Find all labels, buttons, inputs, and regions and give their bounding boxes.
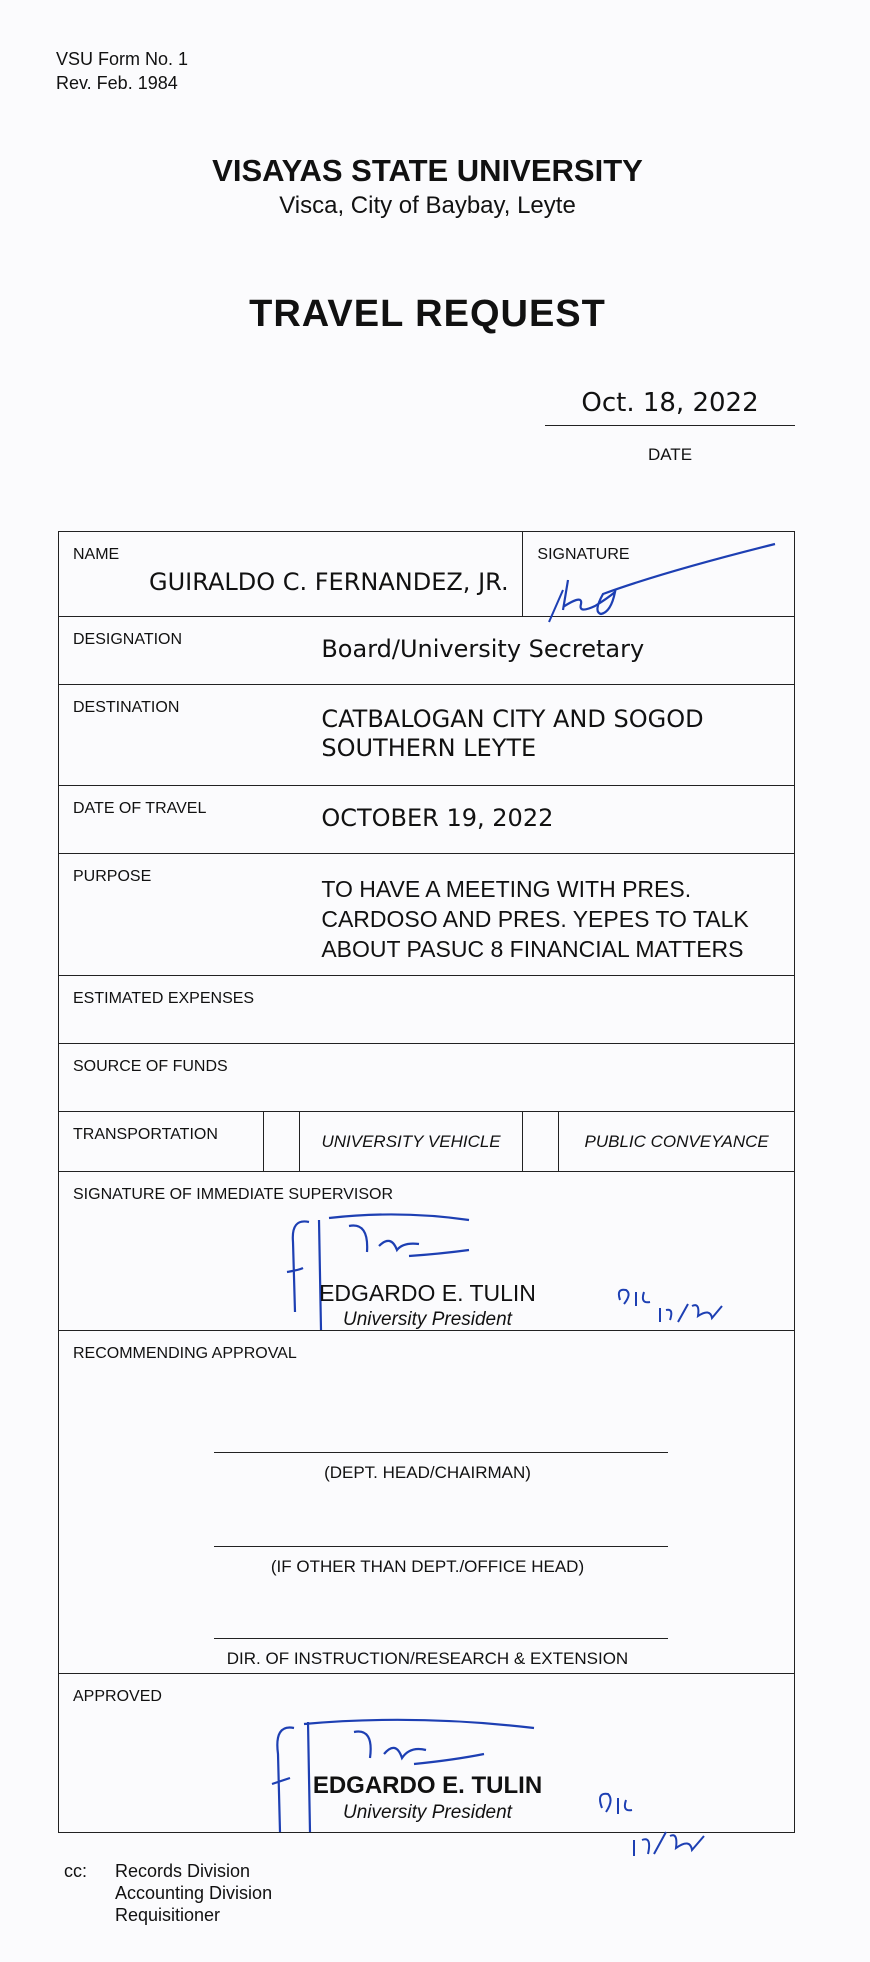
travel-request-table	[58, 531, 795, 1833]
destination-value-cell	[263, 685, 794, 786]
other-head-caption: (IF OTHER THAN DEPT./OFFICE HEAD)	[270, 1557, 585, 1576]
destination-line-1: CATBALOGAN CITY AND SOGOD	[321, 705, 704, 733]
source-of-funds-label: SOURCE OF FUNDS	[73, 1058, 228, 1075]
public-conveyance-checkbox[interactable]	[523, 1112, 559, 1172]
destination-line-2: SOUTHERN LEYTE	[321, 734, 537, 762]
request-date-value: Oct. 18, 2022	[581, 388, 759, 418]
approved-cell	[59, 1674, 795, 1833]
cc-label: cc:	[64, 1861, 88, 1881]
director-caption: DIR. OF INSTRUCTION/RESEARCH & EXTENSION	[226, 1649, 629, 1668]
designation-label-cell	[59, 617, 264, 685]
estimated-expenses-label: ESTIMATED EXPENSES	[73, 990, 255, 1007]
form-revision: Rev. Feb. 1984	[56, 73, 178, 93]
supervisor-name: EDGARDO E. TULIN	[319, 1280, 536, 1306]
dept-head-caption: (DEPT. HEAD/CHAIRMAN)	[324, 1463, 531, 1482]
supervisor-label: SIGNATURE OF IMMEDIATE SUPERVISOR	[73, 1186, 394, 1203]
transportation-label-cell	[59, 1112, 264, 1172]
approver-name: EDGARDO E. TULIN	[312, 1772, 543, 1799]
cc-accounting-division: Accounting Division	[115, 1883, 273, 1903]
purpose-label-cell	[59, 854, 264, 976]
university-vehicle-checkbox[interactable]	[263, 1112, 299, 1172]
designation-value: Board/University Secretary	[321, 635, 645, 663]
approved-label: APPROVED	[73, 1688, 162, 1705]
dept-head-signature-line	[214, 1452, 668, 1453]
supervisor-cell	[59, 1172, 795, 1331]
name-label: NAME	[73, 546, 120, 563]
travel-date-value: OCTOBER 19, 2022	[321, 804, 554, 832]
other-head-signature-line	[214, 1546, 668, 1547]
signature-label: SIGNATURE	[537, 546, 630, 563]
purpose-label: PURPOSE	[73, 868, 152, 885]
purpose-line-2: CARDOSO AND PRES. YEPES TO TALK	[321, 906, 749, 932]
approver-title: University President	[343, 1802, 512, 1823]
public-conveyance-label: PUBLIC CONVEYANCE	[584, 1132, 769, 1151]
destination-label: DESTINATION	[73, 699, 180, 716]
recommending-cell	[59, 1331, 795, 1674]
approver-oic-annotation	[594, 1784, 734, 1859]
supervisor-title: University President	[343, 1309, 512, 1330]
travel-date-label-cell	[59, 786, 264, 854]
recommending-label: RECOMMENDING APPROVAL	[73, 1345, 297, 1362]
name-value: GUIRALDO C. FERNANDEZ, JR.	[149, 568, 509, 596]
travel-date-value-cell	[263, 786, 794, 854]
supervisor-oic-annotation	[614, 1278, 734, 1328]
form-title: TRAVEL REQUEST	[249, 293, 606, 335]
purpose-line-3: ABOUT PASUC 8 FINANCIAL MATTERS	[321, 936, 744, 962]
applicant-signature	[523, 532, 793, 642]
estimated-expenses-cell	[59, 976, 795, 1044]
university-vehicle-option-cell	[299, 1112, 523, 1172]
transportation-label: TRANSPORTATION	[73, 1126, 218, 1143]
public-conveyance-option-cell	[559, 1112, 795, 1172]
purpose-value-cell	[263, 854, 794, 976]
designation-label: DESIGNATION	[73, 631, 183, 648]
name-cell	[59, 532, 523, 617]
cc-requisitioner: Requisitioner	[115, 1905, 221, 1925]
university-name: VISAYAS STATE UNIVERSITY	[212, 153, 643, 188]
purpose-line-1: TO HAVE A MEETING WITH PRES.	[321, 876, 692, 902]
request-date-label: DATE	[647, 445, 693, 464]
source-of-funds-cell	[59, 1044, 795, 1112]
university-address: Visca, City of Baybay, Leyte	[279, 192, 576, 219]
destination-label-cell	[59, 685, 264, 786]
director-signature-line	[214, 1638, 668, 1639]
university-vehicle-label: UNIVERSITY VEHICLE	[321, 1132, 501, 1151]
form-number: VSU Form No. 1	[56, 49, 189, 69]
signature-cell	[523, 532, 795, 617]
cc-records-division: Records Division	[115, 1861, 251, 1881]
date-underline	[545, 425, 795, 426]
travel-date-label: DATE OF TRAVEL	[73, 800, 207, 817]
